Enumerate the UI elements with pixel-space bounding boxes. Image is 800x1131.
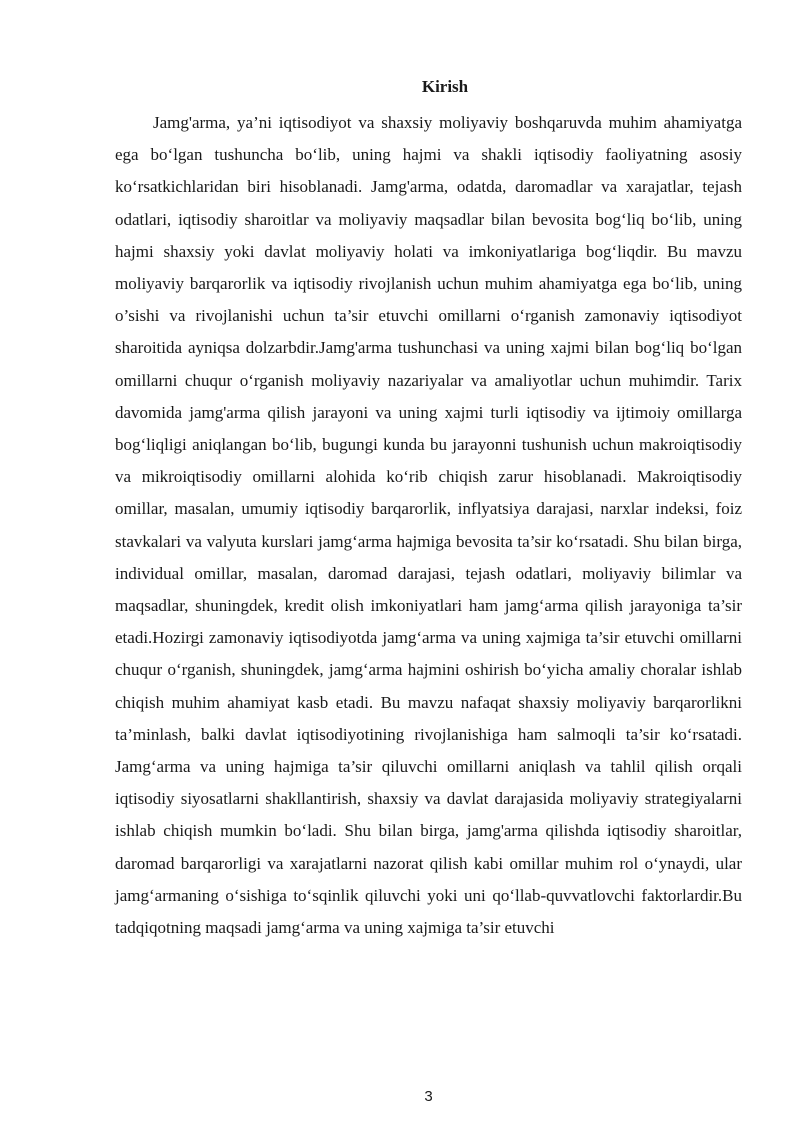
page-number: 3: [424, 1088, 433, 1105]
section-heading: Kirish: [421, 77, 469, 96]
body-paragraph: Jamg'arma, ya’ni iqtisodiyot va shaxsiy moliyaviy boshqaruvda muhim ahamiyatga ega bo‘lgan tushuncha bo‘lib, uning hajmi va shakli iqtisodiy faoliyatning asosiy ko‘rsatkichlaridan biri hisoblanadi. Jamg'arma, odatda, daromadlar va xarajatlar, tejash odatlari, iqtisodiy sharoitlar va moliyaviy maqsadlar bilan bevosita bog‘liq bo‘lib, uning hajmi shaxsiy yoki davlat moliyaviy holati va imkoniyatlariga bog‘liqdir. Bu mavzu moliyaviy barqarorlik va iqtisodiy rivojlanish uchun muhim ahamiyatga ega bo‘lib, uning o’sishi va rivojlanishi uchun ta’sir etuvchi omillarni o‘rganish zamonaviy iqtisodiyot sharoitida ayniqsa dolzarbdir.Jamg'arma tushunchasi va uning xajmi bilan bog‘liq bo‘lgan omillarni chuqur o‘rganish moliyaviy nazariyalar va amaliyotlar uchun muhimdir. Tarix davomida jamg'arma qilish jarayoni va uning xajmi turli iqtisodiy va ijtimoiy omillarga bog‘liqligi aniqlangan bo‘lib, bugungi kunda bu jarayonni tushunish uchun makroiqtisodiy va mikroiqtisodiy omillarni alohida ko‘rib chiqish zarur hisoblanadi. Makroiqtisodiy omillar, masalan, umumiy iqtisodiy barqarorlik, inflyatsiya darajasi, narxlar indeksi, foiz stavkalari va valyuta kurslari jamg‘arma hajmiga bevosita ta’sir ko‘rsatadi. Shu bilan birga, individual omillar, masalan, daromad darajasi, tejash odatlari, moliyaviy bilimlar va maqsadlar, shuningdek, kredit olish imkoniyatlari ham jamg‘arma qilish jarayoniga ta’sir etadi.Hozirgi zamonaviy iqtisodiyotda jamg‘arma va uning xajmiga ta’sir etuvchi omillarni chuqur o‘rganish, shuningdek, jamg‘arma hajmini oshirish bo‘yicha amaliy choralar ishlab chiqish muhim ahamiyat kasb etadi. Bu mavzu nafaqat shaxsiy moliyaviy barqarorlikni ta’minlash, balki davlat iqtisodiyotining rivojlanishiga ham salmoqli ta’sir ko‘rsatadi. Jamg‘arma va uning hajmiga ta’sir qiluvchi omillarni aniqlash va tahlil qilish orqali iqtisodiy siyosatlarni shakllantirish, shaxsiy va davlat darajasida moliyaviy strategiyalarni ishlab chiqish mumkin bo‘ladi. Shu bilan birga, jamg'arma qilishda iqtisodiy sharoitlar, daromad barqarorligi va xarajatlarni nazorat qilish kabi omillar muhim rol o‘ynaydi, ular jamg‘armaning o‘sishiga to‘sqinlik qiluvchi yoki uni qo‘llab-quvvatlovchi faktorlardir.Bu tadqiqotning maqsadi jamg‘arma va uning xajmiga ta’sir etuvchi: [115, 113, 742, 938]
